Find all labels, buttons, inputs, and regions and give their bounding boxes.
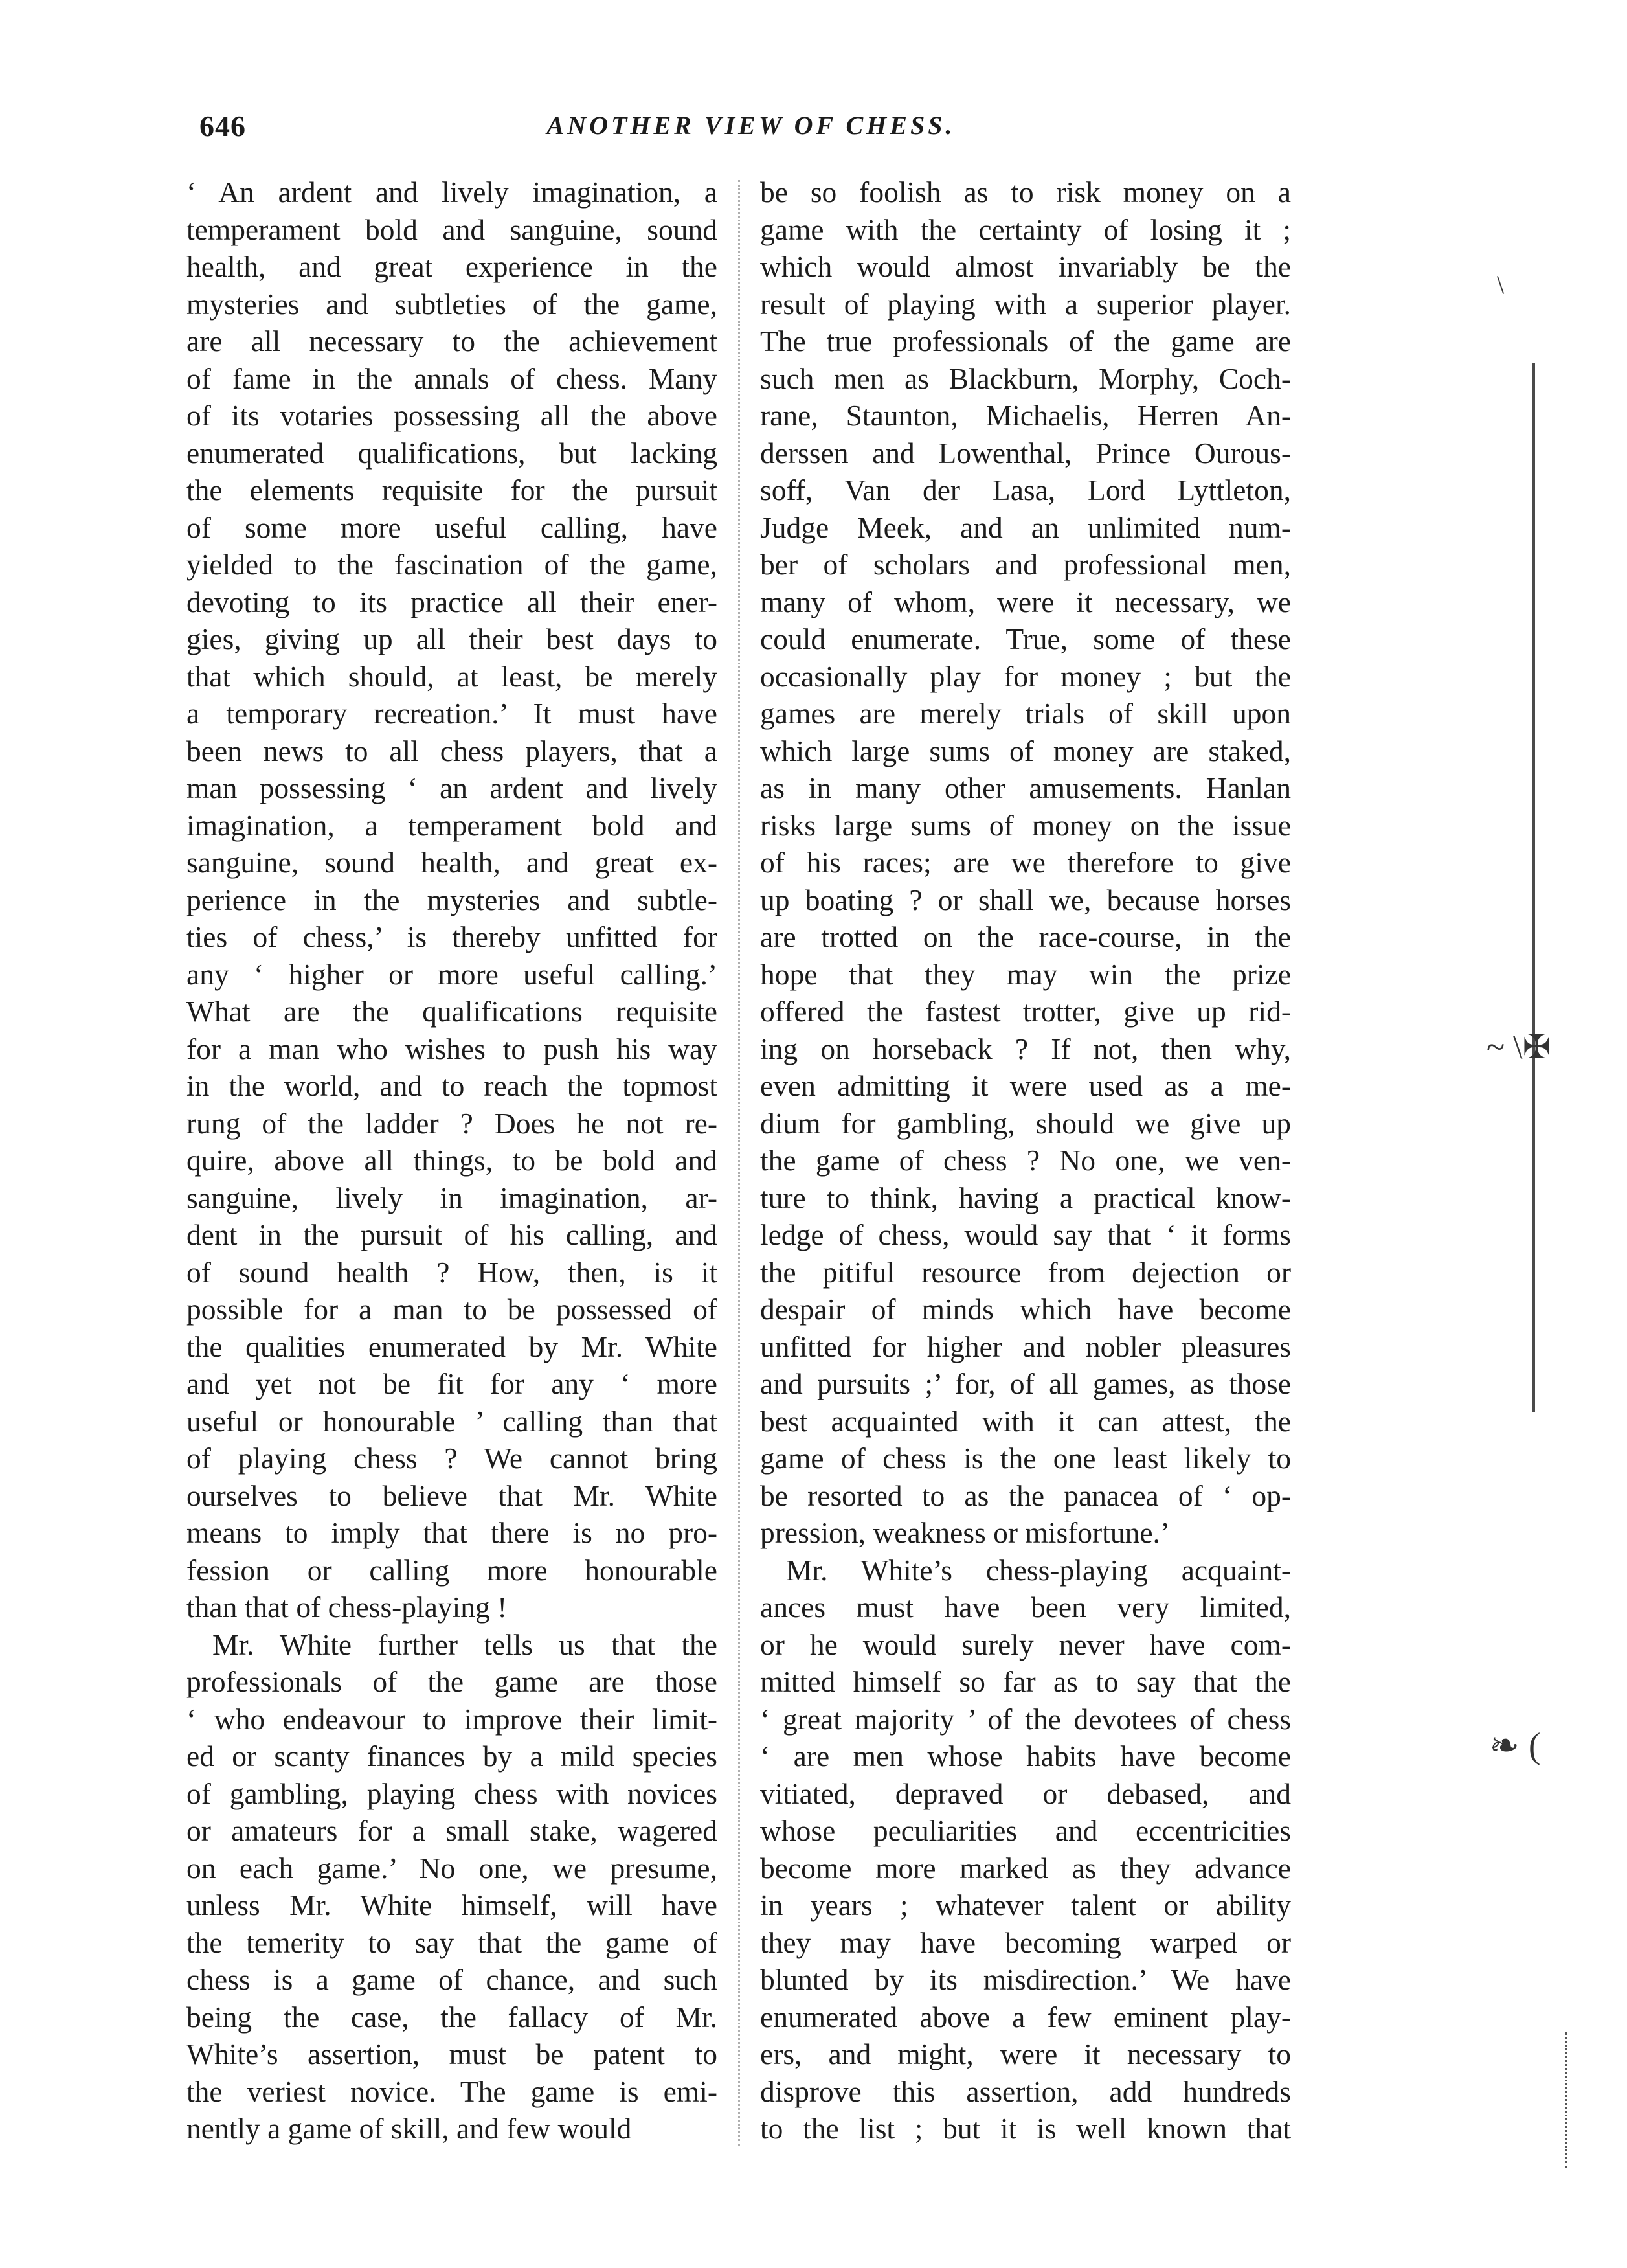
text-line: the elements requisite for the pursuit	[186, 473, 717, 506]
text-line: ture to think, having a practical know-	[760, 1181, 1291, 1214]
text-line: enumerated above a few eminent play-	[760, 2000, 1291, 2034]
text-line: the game of chess ? No one, we ven-	[760, 1144, 1291, 1177]
text-line: The true professionals of the game are	[760, 324, 1291, 357]
text-line: or amateurs for a small stake, wagered	[186, 1814, 717, 1847]
text-line: a temporary recreation.’ It must have	[186, 697, 717, 730]
text-line: Mr. White’s chess-playing acquaint-	[786, 1553, 1291, 1587]
margin-flourish-mark: ~ \✠	[1487, 1029, 1551, 1066]
text-line: of fame in the annals of chess. Many	[186, 361, 717, 395]
text-line: unless Mr. White himself, will have	[186, 1888, 717, 1922]
text-line: that which should, at least, be merely	[186, 659, 717, 693]
text-line: disprove this assertion, add hundreds	[760, 2074, 1291, 2108]
text-line: gies, giving up all their best days to	[186, 622, 717, 655]
text-line: to the list ; but it is well known that	[760, 2112, 1291, 2145]
text-line: Judge Meek, and an unlimited num-	[760, 510, 1291, 544]
text-line: many of whom, were it necessary, we	[760, 585, 1291, 618]
text-line: derssen and Lowenthal, Prince Ourous-	[760, 436, 1291, 470]
text-line: for a man who wishes to push his way	[186, 1032, 717, 1065]
text-line: Mr. White further tells us that the	[212, 1627, 717, 1661]
text-line: What are the qualifications requisite	[186, 995, 717, 1028]
text-line: devoting to its practice all their ener-	[186, 585, 717, 618]
page-number: 646	[199, 109, 246, 142]
text-line: they may have becoming warped or	[760, 1925, 1291, 1959]
text-line: despair of minds which have become	[760, 1293, 1291, 1326]
margin-tick-mark: \	[1497, 270, 1505, 299]
text-line: rung of the ladder ? Does he not re-	[186, 1106, 717, 1140]
text-line: ‘ who endeavour to improve their limit-	[186, 1702, 717, 1736]
text-line: offered the fastest trotter, give up rid-	[760, 995, 1291, 1028]
text-line: ber of scholars and professional men,	[760, 548, 1291, 581]
text-line: fession or calling more honourable	[186, 1553, 717, 1587]
text-line: dium for gambling, should we give up	[760, 1106, 1291, 1140]
text-line: dent in the pursuit of his calling, and	[186, 1218, 717, 1251]
text-line: vitiated, depraved or debased, and	[760, 1776, 1291, 1810]
text-line: useful or honourable ’ calling than that	[186, 1404, 717, 1438]
text-line: the qualities enumerated by Mr. White	[186, 1330, 717, 1363]
text-line: up boating ? or shall we, because horses	[760, 883, 1291, 916]
text-line: in years ; whatever talent or ability	[760, 1888, 1291, 1922]
text-line: as in many other amusements. Hanlan	[760, 771, 1291, 804]
text-line: ledge of chess, would say that ‘ it forms	[760, 1218, 1291, 1251]
text-line: being the case, the fallacy of Mr.	[186, 2000, 717, 2034]
text-line: rane, Staunton, Michaelis, Herren An-	[760, 399, 1291, 432]
text-line: any ‘ higher or more useful calling.’	[186, 957, 717, 991]
text-line: of some more useful calling, have	[186, 510, 717, 544]
text-line: be so foolish as to risk money on a	[760, 176, 1291, 209]
text-line: chess is a game of chance, and such	[186, 1963, 717, 1996]
text-line: health, and great experience in the	[186, 250, 717, 283]
running-head: ANOTHER VIEW OF CHESS.	[546, 111, 956, 140]
text-line: be resorted to as the panacea of ‘ op-	[760, 1479, 1291, 1512]
text-line: best acquainted with it can attest, the	[760, 1404, 1291, 1438]
text-line: sanguine, lively in imagination, ar-	[186, 1181, 717, 1214]
margin-dotted-mark	[1565, 2032, 1570, 2168]
text-line: of playing chess ? We cannot bring	[186, 1442, 717, 1475]
text-line: sanguine, sound health, and great ex-	[186, 846, 717, 879]
text-line: or he would surely never have com-	[760, 1627, 1291, 1661]
column-right	[760, 174, 1291, 2148]
text-line: games are merely trials of skill upon	[760, 697, 1291, 730]
text-line: than that of chess-playing !	[186, 1591, 508, 1624]
text-line: game with the certainty of losing it ;	[760, 212, 1291, 246]
text-line: risks large sums of money on the issue	[760, 808, 1291, 842]
text-line: blunted by its misdirection.’ We have	[760, 1963, 1291, 1996]
text-line: man possessing ‘ an ardent and lively	[186, 771, 717, 804]
text-line: the veriest novice. The game is emi-	[186, 2074, 717, 2108]
text-line: professionals of the game are those	[186, 1665, 717, 1698]
text-line: yielded to the fascination of the game,	[186, 548, 717, 581]
text-line: perience in the mysteries and subtle-	[186, 883, 717, 916]
text-line: which would almost invariably be the	[760, 250, 1291, 283]
text-line: of his races; are we therefore to give	[760, 846, 1291, 879]
text-line: occasionally play for money ; but the	[760, 659, 1291, 693]
text-line: on each game.’ No one, we presume,	[186, 1851, 717, 1885]
text-line: nently a game of skill, and few would	[186, 2112, 632, 2145]
text-line: the temerity to say that the game of	[186, 1925, 717, 1959]
text-line: imagination, a temperament bold and	[186, 808, 717, 842]
text-line: ‘ great majority ’ of the devotees of chess	[760, 1702, 1291, 1736]
text-line: in the world, and to reach the topmost	[186, 1069, 717, 1102]
text-line: ed or scanty finances by a mild species	[186, 1740, 717, 1773]
text-line: which large sums of money are staked,	[760, 734, 1291, 767]
text-line: hope that they may win the prize	[760, 957, 1291, 991]
text-line: ‘ An ardent and lively imagination, a	[186, 176, 717, 209]
text-line: whose peculiarities and eccentricities	[760, 1814, 1291, 1847]
text-line: ourselves to believe that Mr. White	[186, 1479, 717, 1512]
text-line: unfitted for higher and nobler pleasures	[760, 1330, 1291, 1363]
text-line: the pitiful resource from dejection or	[760, 1255, 1291, 1289]
text-line: temperament bold and sanguine, sound	[186, 212, 717, 246]
text-line: and yet not be fit for any ‘ more	[186, 1367, 717, 1400]
text-line: of sound health ? How, then, is it	[186, 1255, 717, 1289]
text-line: ances must have been very limited,	[760, 1591, 1291, 1624]
text-line: soff, Van der Lasa, Lord Lyttleton,	[760, 473, 1291, 506]
binding-edge-rule	[1532, 363, 1535, 1412]
text-line: White’s assertion, must be patent to	[186, 2037, 717, 2070]
text-line: of gambling, playing chess with novices	[186, 1776, 717, 1810]
text-line: become more marked as they advance	[760, 1851, 1291, 1885]
text-line: quire, above all things, to be bold and	[186, 1144, 717, 1177]
text-line: could enumerate. True, some of these	[760, 622, 1291, 655]
text-line: of its votaries possessing all the above	[186, 399, 717, 432]
text-line: ing on horseback ? If not, then why,	[760, 1032, 1291, 1065]
text-line: pression, weakness or misfortune.’	[760, 1516, 1171, 1549]
text-line: even admitting it were used as a me-	[760, 1069, 1291, 1102]
text-line: possible for a man to be possessed of	[186, 1293, 717, 1326]
text-line: ers, and might, were it necessary to	[760, 2037, 1291, 2070]
text-line: such men as Blackburn, Morphy, Coch-	[760, 361, 1291, 395]
text-line: and pursuits ;’ for, of all games, as those	[760, 1367, 1291, 1400]
text-line: ties of chess,’ is thereby unfitted for	[186, 920, 717, 953]
text-line: mysteries and subtleties of the game,	[186, 287, 717, 321]
text-line: are trotted on the race-course, in the	[760, 920, 1291, 953]
column-divider	[738, 180, 742, 2146]
text-line: means to imply that there is no pro-	[186, 1516, 717, 1549]
text-line: mitted himself so far as to say that the	[760, 1665, 1291, 1698]
text-line: ‘ are men whose habits have become	[760, 1740, 1291, 1773]
column-left	[186, 174, 717, 2148]
text-line: are all necessary to the achievement	[186, 324, 717, 357]
margin-flourish-mark: ❧ (	[1489, 1726, 1541, 1766]
text-line: result of playing with a superior player.	[760, 287, 1291, 321]
text-line: enumerated qualifications, but lacking	[186, 436, 717, 470]
text-line: been news to all chess players, that a	[186, 734, 717, 767]
text-line: game of chess is the one least likely to	[760, 1442, 1291, 1475]
